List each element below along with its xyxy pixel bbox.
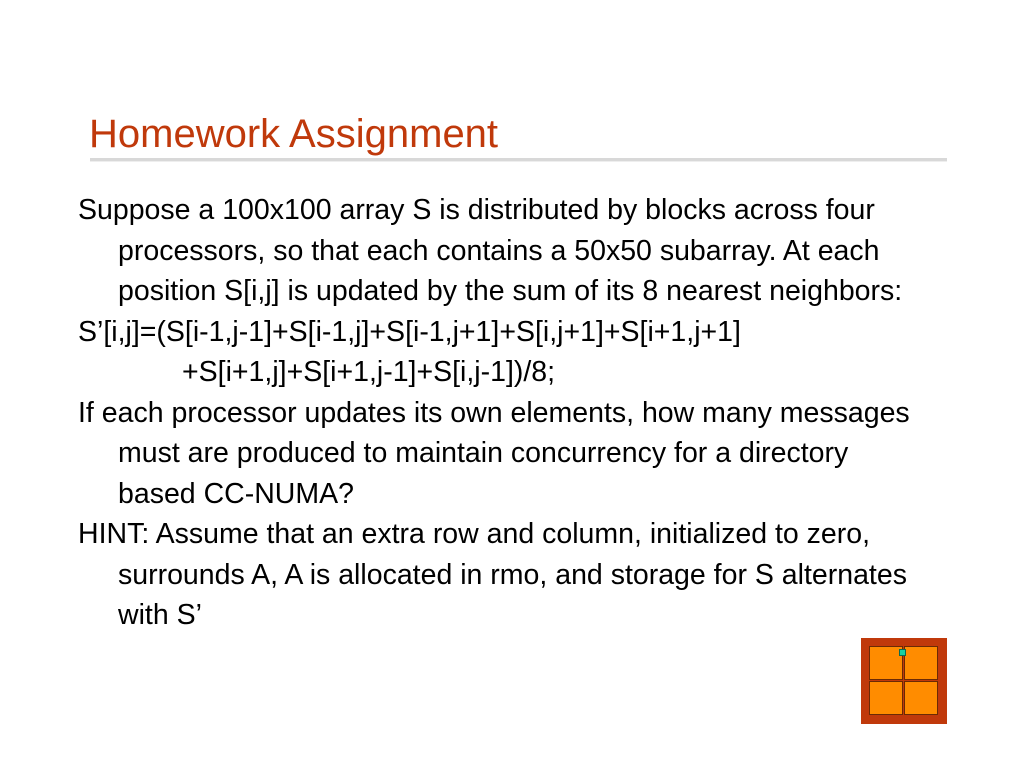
paragraph-problem: Suppose a 100x100 array S is distributed by blocks across four processors, so that each contains a 50x50 subarray. At each position S[i,j] is updated by the sum of its 8 nearest neighbors:: [78, 194, 903, 307]
paragraph-question: If each processor updates its own elements, how many messages must are produced to maintain concurrency for a directory based CC-NUMA?: [78, 396, 910, 510]
paragraph-hint: HINT: Assume that an extra row and column, initialized to zero, surrounds A, A is allocated in rmo, and storage for S alternates with S’: [78, 518, 907, 631]
title-underline-shadow: [90, 161, 947, 162]
processor-grid-diagram: [861, 638, 947, 724]
formula-line-2: +S[i+1,j]+S[i+1,j-1]+S[i,j-1])/8;: [182, 356, 556, 388]
grid-cell-top-left: [869, 646, 903, 680]
grid-cell-bottom-left: [869, 681, 903, 715]
slide-body: [78, 190, 918, 636]
grid-marker-square: [899, 649, 906, 656]
formula-line-1: S’[i,j]=(S[i-1,j-1]+S[i-1,j]+S[i-1,j+1]+S[i,j+1]+S[i+1,j+1]: [78, 315, 741, 348]
grid-cell-top-right: [904, 646, 938, 680]
grid-cell-bottom-right: [904, 681, 938, 715]
slide-title: Homework Assignment: [89, 112, 499, 156]
